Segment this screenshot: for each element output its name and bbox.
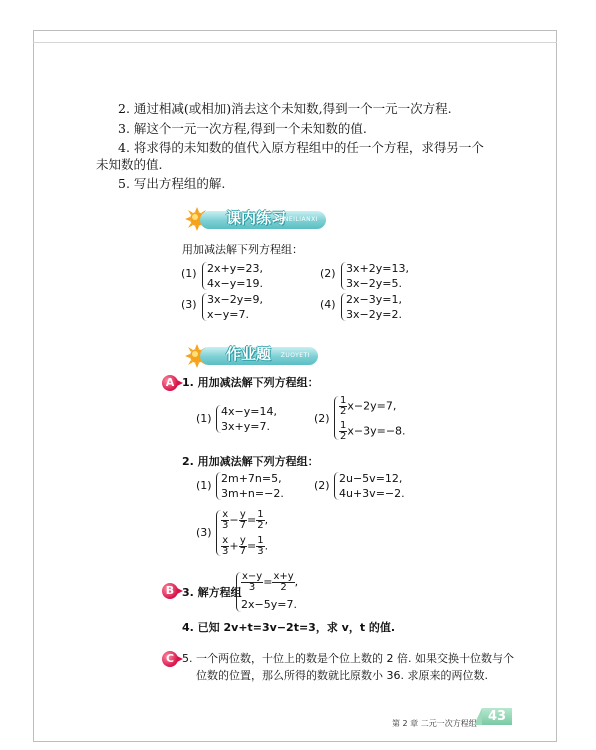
homework-banner bbox=[200, 347, 318, 365]
q1-label-1: (1) bbox=[196, 412, 212, 425]
q1-2-eq1: $\frac{1}{2}$ x−2y=7, bbox=[340, 395, 397, 417]
q1-1-eq2: 3x+y=7. bbox=[221, 420, 270, 433]
q1-label-2: (2) bbox=[314, 412, 330, 425]
top-rule bbox=[33, 42, 557, 43]
practice-label-4: (4) bbox=[320, 298, 336, 311]
practice-3-eq1: 3x−2y=9, bbox=[207, 293, 263, 306]
practice-1-eq1: 2x+y=23, bbox=[207, 262, 263, 275]
q2-1-eq1: 2m+7n=5, bbox=[221, 472, 282, 485]
q1-2-eq2: $\frac{1}{2}$ x−3y=−8. bbox=[340, 420, 406, 442]
step-5: 5. 写出方程组的解. bbox=[118, 176, 226, 191]
q2-2-eq2: 4u+3v=−2. bbox=[339, 487, 405, 500]
q2-title: 2. 用加减法解下列方程组： bbox=[182, 455, 319, 468]
practice-3-eq2: x−y=7. bbox=[207, 308, 249, 321]
q1-1-eq1: 4x−y=14, bbox=[221, 405, 277, 418]
practice-1-eq2: 4x−y=19. bbox=[207, 277, 263, 290]
q3-eq1: $\frac{x-y}{3}$ = $\frac{x+y}{2}$ , bbox=[242, 571, 299, 593]
step-3: 3. 解这个一元一次方程,得到一个未知数的值. bbox=[118, 121, 367, 136]
homework-banner-en: ZUOYETI bbox=[280, 352, 310, 359]
practice-label-2: (2) bbox=[320, 267, 336, 280]
practice-banner-en: KENEILIANXI bbox=[275, 216, 318, 223]
level-b-badge: B bbox=[162, 583, 178, 599]
practice-4-eq2: 3x−2y=2. bbox=[346, 308, 402, 321]
practice-instruction: 用加减法解下列方程组： bbox=[182, 243, 303, 256]
page-number: 43 bbox=[482, 708, 512, 725]
practice-banner-title: 课内练习 bbox=[226, 209, 287, 227]
practice-banner bbox=[200, 211, 326, 229]
q5-line-1: 5. 一个两位数，十位上的数是个位上数的 2 倍. 如果交换十位数与个 bbox=[182, 652, 514, 665]
step-4: 4. 将求得的未知数的值代入原方程组中的任一个方程，求得另一个 bbox=[118, 140, 484, 155]
q2-3-eq2: $\frac{x}{3}$ + $\frac{y}{7}$ = $\frac{1}{3}$ . bbox=[222, 535, 269, 557]
q2-3-eq1: $\frac{x}{3}$ − $\frac{y}{7}$ = $\frac{1}{2}$ , bbox=[222, 509, 269, 531]
practice-2-eq1: 3x+2y=13, bbox=[346, 262, 409, 275]
chapter-footer: 第 2 章 二元一次方程组 bbox=[392, 719, 477, 728]
q1-title: 1. 用加减法解下列方程组： bbox=[182, 376, 319, 389]
q3-eq2: 2x−5y=7. bbox=[241, 598, 297, 611]
step-4-cont: 未知数的值. bbox=[96, 157, 163, 172]
q2-1-eq2: 3m+n=−2. bbox=[221, 487, 284, 500]
q2-label-3: (3) bbox=[196, 526, 212, 539]
q2-label-1: (1) bbox=[196, 479, 212, 492]
level-c-badge: C bbox=[162, 651, 178, 667]
practice-label-3: (3) bbox=[181, 298, 197, 311]
practice-4-eq1: 2x−3y=1, bbox=[346, 293, 402, 306]
step-2: 2. 通过相减(或相加)消去这个未知数,得到一个一元一次方程. bbox=[118, 101, 452, 116]
practice-label-1: (1) bbox=[181, 267, 197, 280]
q3-title: 3. 解方程组 bbox=[182, 586, 242, 599]
practice-2-eq2: 3x−2y=5. bbox=[346, 277, 402, 290]
homework-banner-title: 作业题 bbox=[226, 345, 272, 363]
level-a-badge: A bbox=[162, 375, 178, 391]
q5-line-2: 位数的位置，那么所得的数就比原数小 36. 求原来的两位数. bbox=[196, 669, 488, 682]
q2-2-eq1: 2u−5v=12, bbox=[339, 472, 403, 485]
q4-text: 4. 已知 2v+t=3v−2t=3，求 v，t 的值. bbox=[182, 621, 396, 634]
q2-label-2: (2) bbox=[314, 479, 330, 492]
